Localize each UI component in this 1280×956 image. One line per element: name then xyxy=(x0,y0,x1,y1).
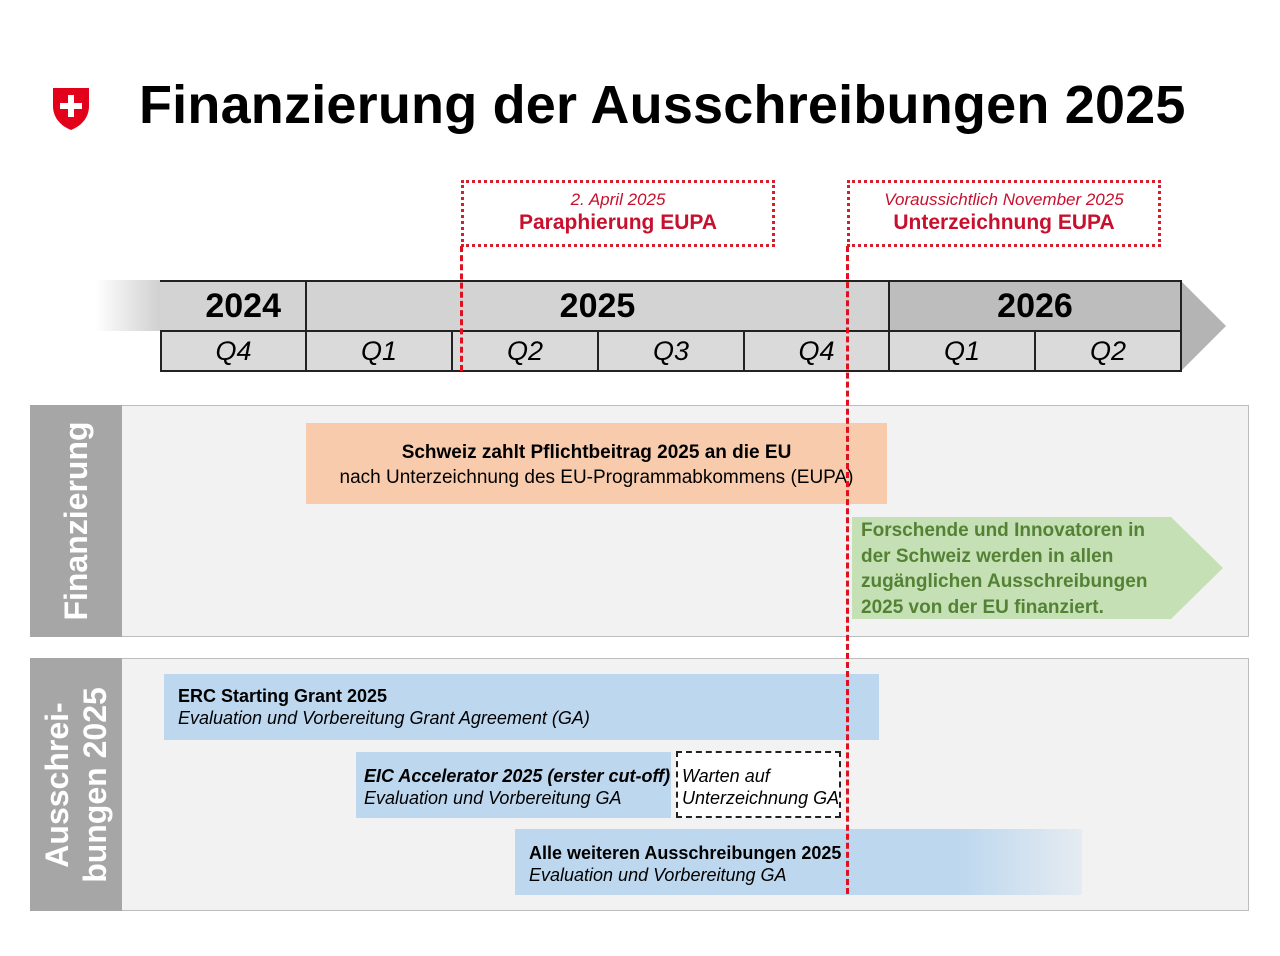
quarter-q1-2026: Q1 xyxy=(888,330,1036,372)
outcome-line: zugänglichen Ausschreibungen xyxy=(861,571,1148,592)
milestone-label: Unterzeichnung EUPA xyxy=(893,211,1115,234)
quarter-q1-2025: Q1 xyxy=(305,330,453,372)
payment-bar xyxy=(306,423,887,504)
quarter-q2-2026: Q2 xyxy=(1034,330,1182,372)
payment-title: Schweiz zahlt Pflichtbeitrag 2025 an die EU xyxy=(401,442,792,463)
bar-title: EIC Accelerator 2025 (erster cut-off) xyxy=(364,766,671,786)
ausschreibungen-side-label xyxy=(30,658,122,911)
year-2025: 2025 xyxy=(305,280,890,332)
bar-subtitle: Evaluation und Vorbereitung GA xyxy=(364,788,622,808)
page-title: Finanzierung der Ausschreibungen 2025 xyxy=(139,75,1186,135)
quarter-q4-2025: Q4 xyxy=(743,330,890,372)
unterzeichnung-line xyxy=(846,246,849,894)
milestone-paraphierung xyxy=(461,180,775,247)
outcome-line: 2025 von der EU finanziert. xyxy=(861,596,1104,618)
waiting-line: Warten auf xyxy=(682,766,770,786)
swiss-shield-icon xyxy=(50,84,92,132)
quarter-q4-2024: Q4 xyxy=(160,330,307,372)
quarter-q3-2025: Q3 xyxy=(597,330,745,372)
outcome-line: Forschende und Innovatoren in xyxy=(861,520,1145,541)
year-2026: 2026 xyxy=(888,280,1182,332)
ausschreibungen-label xyxy=(38,687,114,883)
ausschreibungen-label-line: Ausschrei- xyxy=(39,701,75,868)
milestone-date: 2. April 2025 xyxy=(570,190,666,209)
paraphierung-line xyxy=(460,246,463,371)
eic-accelerator-bar xyxy=(356,752,671,818)
bar-title: ERC Starting Grant 2025 xyxy=(178,686,388,706)
timeline-fade xyxy=(95,280,162,331)
payment-subtitle: nach Unterzeichnung des EU-Programmabkommens (EUPA) xyxy=(339,467,854,488)
finanzierung-label: Finanzierung xyxy=(58,421,94,621)
milestone-date: Voraussichtlich November 2025 xyxy=(884,190,1124,209)
ausschreibungen-label-line: bungen 2025 xyxy=(77,686,113,883)
quarter-q2-2025: Q2 xyxy=(451,330,599,372)
year-2024: 2024 xyxy=(160,280,307,332)
erc-starting-grant-bar xyxy=(164,674,879,740)
timeline-arrow-head xyxy=(1180,280,1228,372)
waiting-box xyxy=(676,751,841,818)
bar-subtitle: Evaluation und Vorbereitung GA xyxy=(529,865,787,885)
bar-subtitle: Evaluation und Vorbereitung Grant Agreement (GA) xyxy=(178,708,590,728)
milestone-label: Paraphierung EUPA xyxy=(519,211,717,234)
waiting-line: Unterzeichnung GA xyxy=(682,788,840,808)
outcome-text xyxy=(861,518,1201,620)
milestone-unterzeichnung xyxy=(847,180,1161,247)
outcome-line: der Schweiz werden in allen xyxy=(861,545,1114,567)
bar-title: Alle weiteren Ausschreibungen 2025 xyxy=(529,843,842,863)
weitere-ausschreibungen-bar xyxy=(515,829,1082,895)
finanzierung-side-label xyxy=(30,405,122,637)
